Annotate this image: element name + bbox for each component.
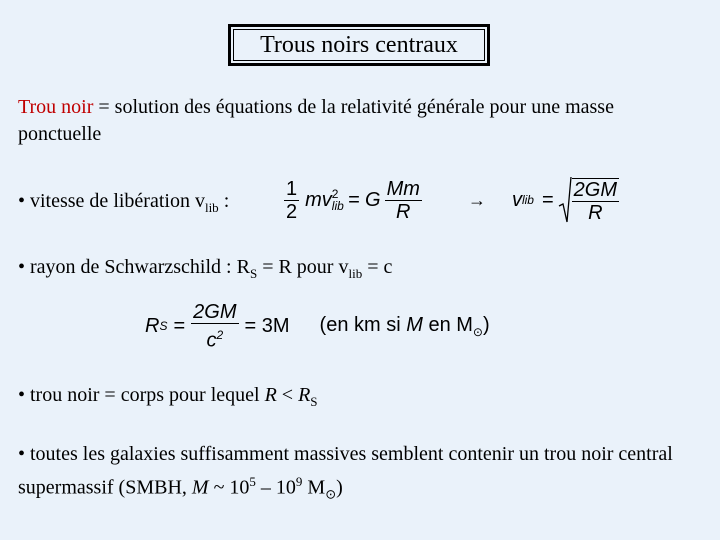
bullet-smbh	[18, 441, 708, 508]
slide-title: Trous noirs centraux	[260, 31, 458, 58]
sun-icon: ⊙	[472, 324, 483, 339]
eq3-num: 2GM	[193, 301, 237, 323]
bullet3-r: R	[264, 384, 277, 406]
definition-text	[18, 94, 698, 148]
bullet3-rs: R	[298, 384, 311, 406]
eq2-sub: lib	[521, 193, 534, 207]
bullet-schwarzschild	[18, 254, 392, 287]
note-b: en M	[422, 313, 473, 336]
frac-one-half	[284, 178, 299, 223]
bullet3-text-a: • trou noir = corps pour lequel	[18, 384, 265, 406]
eq2-equals: =	[541, 188, 554, 211]
eq1-supsub	[332, 188, 344, 212]
note-m: M	[406, 313, 423, 336]
bullet1-colon: :	[218, 190, 230, 212]
sqrt-num: 2GM	[573, 179, 617, 201]
sqrt-icon	[558, 176, 572, 224]
bullet2-sub-lib: lib	[348, 266, 363, 281]
escape-velocity-equation	[284, 176, 619, 224]
eq3-den-sup: 2	[216, 328, 224, 342]
bullet2-text-c: = c	[362, 256, 393, 278]
bullet4-text-e: )	[336, 476, 343, 499]
eq3-note	[320, 314, 490, 339]
note-c: )	[482, 313, 490, 336]
eq1-mv: mv	[305, 188, 332, 211]
mm-num: Mm	[386, 177, 420, 200]
half-num: 1	[286, 177, 298, 200]
eq1-sup: 2	[331, 187, 339, 201]
frac-2gm-c2	[191, 301, 238, 352]
eq3-rhs: = 3M	[244, 314, 290, 337]
bullet2-text-b: = R pour v	[257, 256, 349, 278]
bullet4-m: M	[191, 476, 209, 499]
eq2-v: v	[511, 188, 522, 211]
bullet4-sup1: 5	[249, 474, 256, 489]
eq3-lhs-sub: S	[159, 319, 168, 334]
bullet4-text-a: • toutes les galaxies suffisamment massives semblent contenir un trou noir central supermassif (SMBH,	[18, 443, 673, 499]
bullet4-sup2: 9	[295, 474, 303, 489]
bullet4-text-d: M	[302, 476, 326, 499]
schwarzschild-equation	[145, 301, 490, 352]
bullet2-text-a: • rayon de Schwarzschild : R	[18, 256, 250, 278]
bullet1-label: • vitesse de libération v	[18, 190, 205, 212]
definition-term: Trou noir	[18, 96, 94, 118]
bullet3-lt: <	[276, 384, 299, 406]
arrow-icon: →	[467, 189, 486, 210]
bullet1-sub: lib	[204, 200, 219, 215]
note-a: (en km si	[319, 313, 407, 336]
definition-rest: = solution des équations de la relativité générale pour une masse ponctuelle	[18, 96, 614, 145]
sqrt-symbol	[558, 176, 619, 224]
eq3-lhs: R	[145, 314, 160, 337]
bullet4-text-b: ~ 10	[208, 476, 250, 499]
bullet-black-hole-condition	[18, 382, 318, 415]
eq1-eq-g: = G	[347, 188, 381, 211]
bullet3-rs-sub: S	[310, 394, 318, 409]
bullet-escape-velocity	[18, 188, 229, 221]
eq1-sub: lib	[331, 199, 344, 213]
bullet2-sub-s: S	[249, 266, 258, 281]
frac-mm-r	[385, 178, 422, 223]
sqrt-den: R	[588, 202, 603, 224]
half-den: 2	[286, 200, 298, 223]
mm-den: R	[396, 200, 411, 223]
bullet4-text-c: – 10	[255, 476, 296, 499]
sun-icon-2: ⊙	[325, 486, 337, 502]
eq3-den-c: c	[206, 329, 217, 352]
slide-title-box	[228, 24, 490, 66]
eq3-equals: =	[173, 314, 186, 337]
